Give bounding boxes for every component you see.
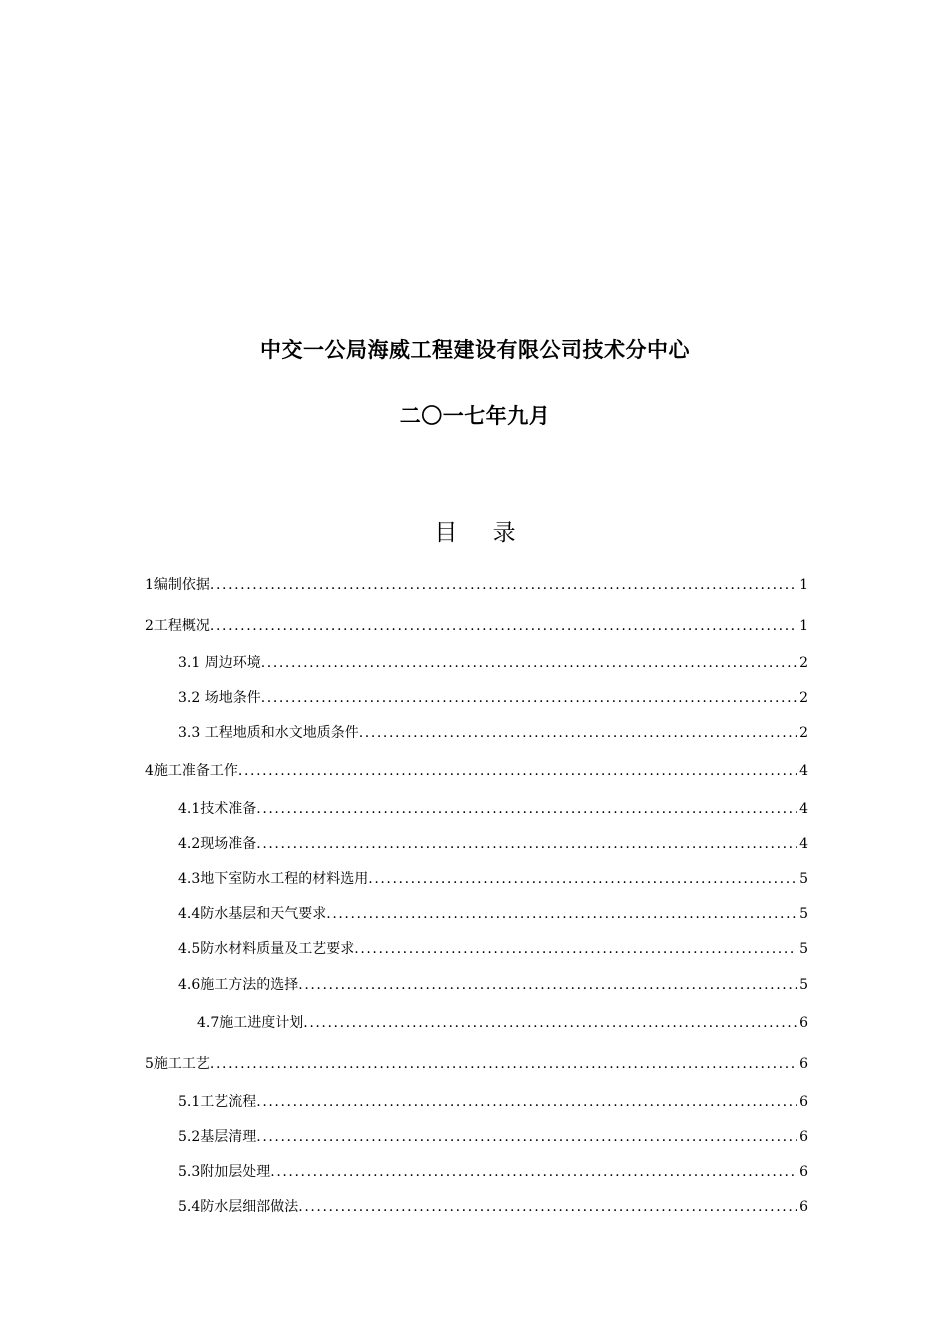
toc-entry-page: 6 [799, 1094, 808, 1110]
toc-entry-label: 3.2 场地条件 [178, 690, 261, 706]
toc-entry[interactable] [178, 905, 808, 923]
toc-entry[interactable] [178, 835, 808, 853]
toc-entry-label: 4.2现场准备 [178, 836, 257, 852]
toc-leader-dots [298, 976, 797, 994]
toc-entry-label: 4.1技术准备 [178, 801, 257, 817]
toc-entry[interactable] [178, 689, 808, 707]
toc-entry[interactable] [178, 1128, 808, 1146]
toc-entry-page: 5 [799, 906, 808, 922]
toc-entry[interactable] [197, 1014, 808, 1032]
toc-entry-page: 6 [799, 1199, 808, 1215]
toc-leader-dots [354, 940, 797, 958]
toc-leader-dots [303, 1014, 797, 1032]
toc-entry-label: 4.5防水材料质量及工艺要求 [178, 941, 355, 957]
toc-entry[interactable] [178, 976, 808, 994]
toc-entry-label: 4.3地下室防水工程的材料选用 [178, 871, 369, 887]
toc-entry-label: 3.1 周边环境 [178, 655, 261, 671]
toc-leader-dots [256, 1128, 797, 1146]
toc-entry-label: 5.1工艺流程 [178, 1094, 257, 1110]
toc-entry-label: 2工程概况 [145, 618, 210, 634]
toc-entry[interactable] [178, 724, 808, 742]
toc-entry-page: 5 [799, 871, 808, 887]
toc-entry-page: 6 [799, 1015, 808, 1031]
toc-leader-dots [368, 870, 797, 888]
toc-entry[interactable] [178, 940, 808, 958]
toc-entry-page: 5 [799, 977, 808, 993]
toc-entry-page: 4 [799, 801, 808, 817]
toc-entry-page: 6 [799, 1164, 808, 1180]
toc-leader-dots [326, 905, 797, 923]
toc-entry[interactable] [145, 617, 808, 635]
toc-entry-label: 5.4防水层细部做法 [178, 1199, 299, 1215]
toc-entry-label: 1编制依据 [145, 577, 210, 593]
toc-entry-label: 4.7施工进度计划 [197, 1015, 304, 1031]
toc-leader-dots [359, 724, 797, 742]
toc-entry-label: 5.3附加层处理 [178, 1164, 271, 1180]
toc-entry-page: 4 [799, 836, 808, 852]
toc-entry[interactable] [145, 576, 808, 594]
toc-entry-label: 4施工准备工作 [145, 763, 238, 779]
toc-entry-page: 2 [799, 655, 808, 671]
toc-entry-page: 6 [799, 1056, 808, 1072]
toc-entry-page: 5 [799, 941, 808, 957]
toc-entry[interactable] [178, 870, 808, 888]
toc-entry-label: 5.2基层清理 [178, 1129, 257, 1145]
toc-title: 目 录 [434, 520, 530, 546]
toc-entry[interactable] [178, 1198, 808, 1216]
toc-leader-dots [210, 1055, 797, 1073]
toc-entry-page: 6 [799, 1129, 808, 1145]
toc-entry-label: 5施工工艺 [145, 1056, 210, 1072]
toc-entry-page: 1 [799, 577, 808, 593]
toc-leader-dots [256, 1093, 797, 1111]
toc-leader-dots [210, 576, 797, 594]
toc-leader-dots [256, 800, 797, 818]
toc-entry[interactable] [178, 654, 808, 672]
company-name: 中交一公局海威工程建设有限公司技术分中心 [260, 338, 690, 362]
toc-entry[interactable] [178, 1163, 808, 1181]
toc-leader-dots [270, 1163, 797, 1181]
toc-leader-dots [210, 617, 797, 635]
toc-entry-page: 2 [799, 725, 808, 741]
toc-entry-page: 2 [799, 690, 808, 706]
toc-entry-page: 4 [799, 763, 808, 779]
toc-leader-dots [261, 689, 797, 707]
document-date: 二〇一七年九月 [399, 404, 551, 428]
toc-leader-dots [298, 1198, 797, 1216]
toc-leader-dots [256, 835, 797, 853]
toc-entry[interactable] [145, 762, 808, 780]
toc-entry-label: 4.6施工方法的选择 [178, 977, 299, 993]
toc-entry-label: 3.3 工程地质和水文地质条件 [178, 725, 359, 741]
toc-entry-page: 1 [799, 618, 808, 634]
toc-leader-dots [238, 762, 797, 780]
toc-entry[interactable] [178, 800, 808, 818]
toc-entry[interactable] [178, 1093, 808, 1111]
toc-leader-dots [261, 654, 797, 672]
toc-entry[interactable] [145, 1055, 808, 1073]
toc-entry-label: 4.4防水基层和天气要求 [178, 906, 327, 922]
